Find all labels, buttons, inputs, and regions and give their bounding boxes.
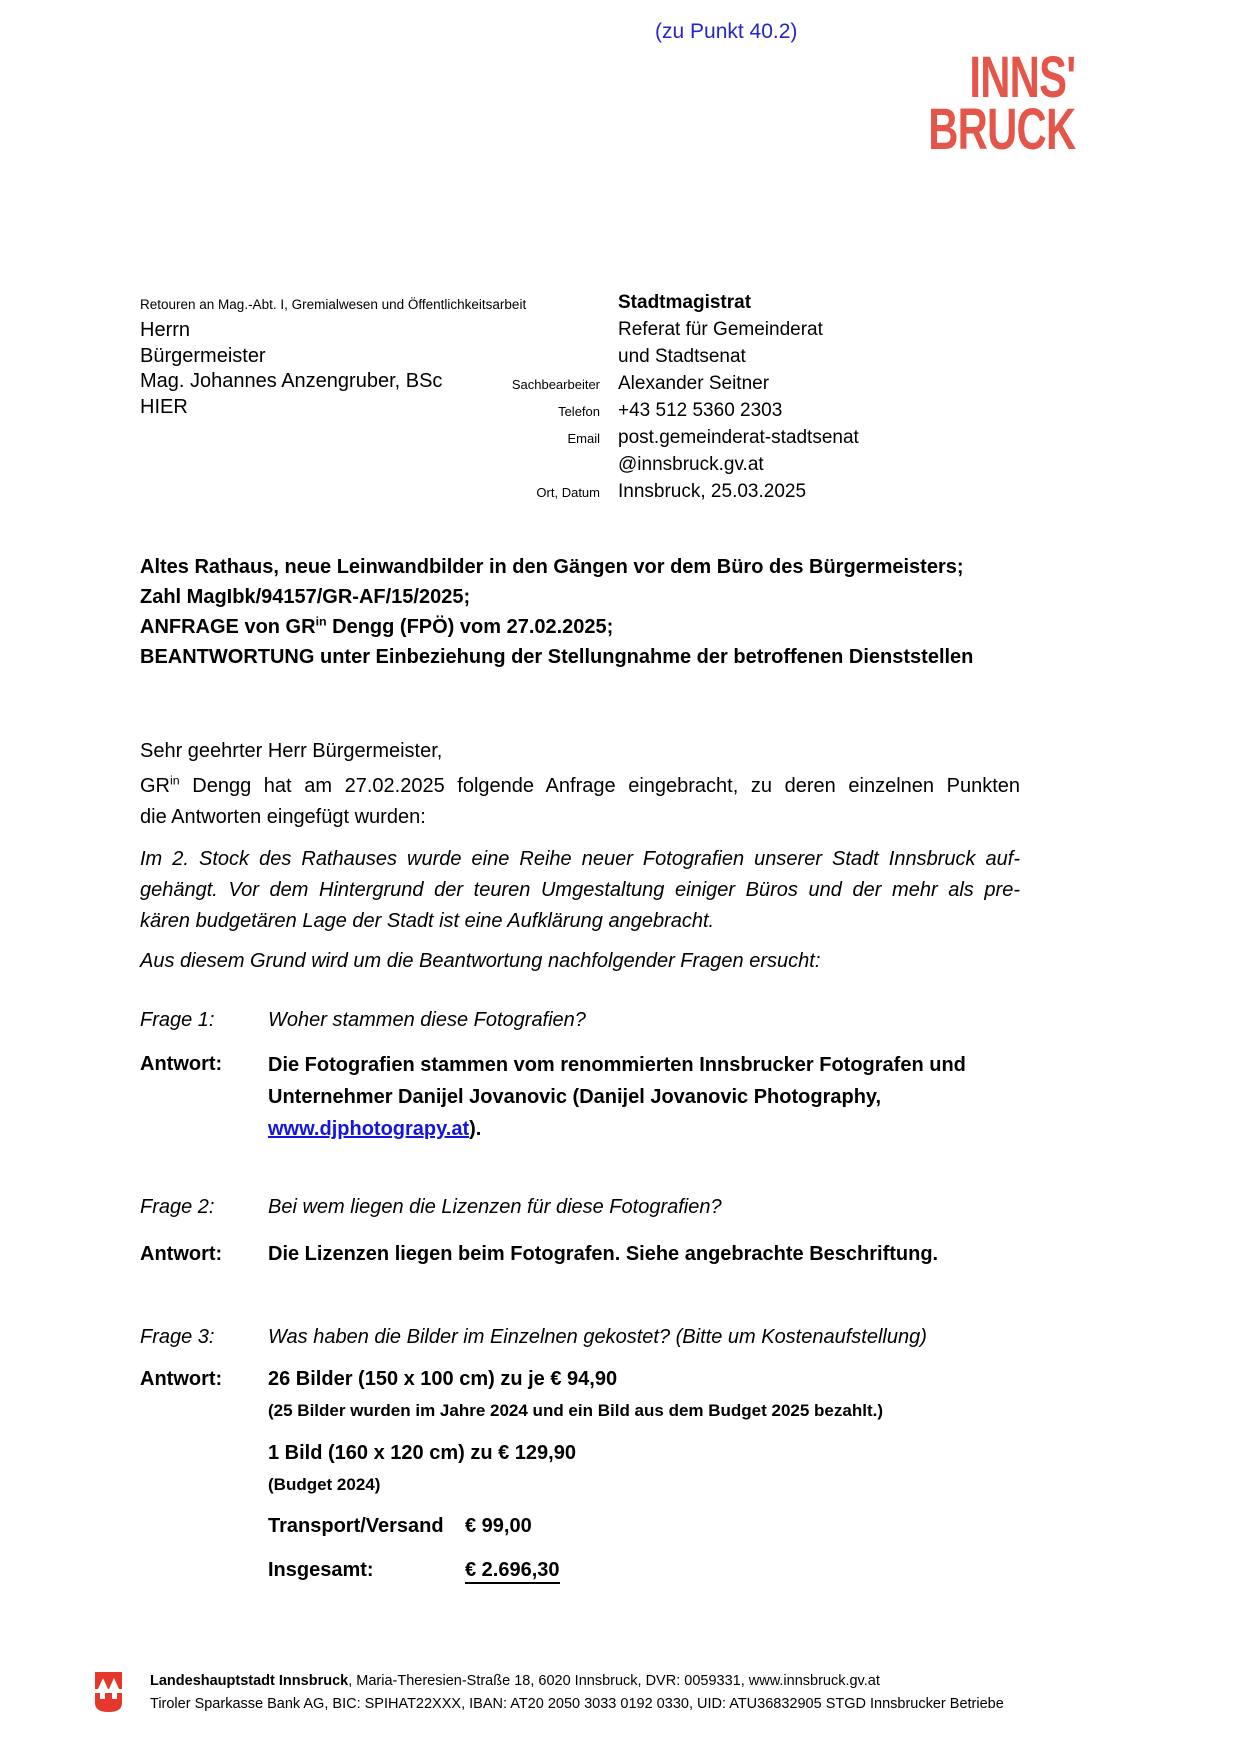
cost-item-2: 1 Bild (160 x 120 cm) zu € 129,90 — [268, 1442, 576, 1464]
salutation: Sehr geehrter Herr Bürgermeister, — [140, 740, 443, 762]
cost-shipping-label: Transport/Versand — [268, 1515, 444, 1537]
subject-line-4: BEANTWORTUNG unter Einbeziehung der Stellungnahme der betroffenen Dienststellen — [140, 646, 974, 668]
contact-value-email-part1: post.gemeinderat-stadtsenat — [618, 427, 859, 448]
contact-value-clerk: Alexander Seitner — [618, 373, 770, 394]
answer-3-costs — [268, 1364, 1025, 1586]
subject-block — [140, 552, 1050, 672]
answer-1-row — [140, 1049, 1025, 1145]
cost-total-label: Insgesamt: — [268, 1559, 374, 1581]
contact-org-name: Stadtmagistrat — [618, 292, 752, 313]
question-2-label: Frage 2: — [140, 1196, 215, 1218]
contact-label-email: Email — [567, 431, 600, 446]
cost-total-amount: € 2.696,30 — [465, 1555, 560, 1586]
quoted-inquiry-closing: Aus diesem Grund wird um die Beantwortung nachfolgender Fragen ersucht: — [140, 950, 821, 972]
answer-2-row — [140, 1239, 1025, 1270]
cost-shipping-row — [268, 1511, 1025, 1542]
contact-value-phone: +43 512 5360 2303 — [618, 400, 783, 421]
contact-value-date: Innsbruck, 25.03.2025 — [618, 481, 807, 502]
answer-1-text: Die Fotografien stammen vom renommierten Innsbrucker Fotografen und Unternehmer Danijel Jovanovic (Danijel Jovanovic Photography, www.djphotograpy.at). — [268, 1054, 966, 1140]
question-3-row — [140, 1322, 1025, 1353]
subject-line-1: Altes Rathaus, neue Leinwandbilder in den Gängen vor dem Büro des Bürgermeisters; — [140, 556, 964, 578]
contact-label-phone: Telefon — [558, 404, 600, 419]
cost-item-1: 26 Bilder (150 x 100 cm) zu je € 94,90 — [268, 1368, 618, 1390]
innsbruck-logo-line2: BRUCK — [927, 97, 1075, 162]
contact-label-date: Ort, Datum — [536, 485, 600, 500]
question-3-text: Was haben die Bilder im Einzelnen gekostet? (Bitte um Kostenaufstellung) — [268, 1326, 927, 1348]
contact-org-dept2: und Stadtsenat — [618, 346, 746, 367]
recipient-line-name: Mag. Johannes Anzengruber, BSc — [140, 370, 443, 392]
question-2-row — [140, 1192, 1025, 1223]
contact-label-clerk: Sachbearbeiter — [511, 377, 600, 392]
cost-shipping-amount: € 99,00 — [465, 1515, 532, 1537]
recipient-line-salutation: Herrn — [140, 319, 191, 341]
contact-value-email-part2: @innsbruck.gv.at — [618, 454, 764, 475]
answer-2-label: Antwort: — [140, 1243, 223, 1265]
recipient-line-title: Bürgermeister — [140, 344, 266, 367]
subject-line-2: Zahl MagIbk/94157/GR-AF/15/2025; — [140, 586, 471, 608]
question-1-label: Frage 1: — [140, 1009, 215, 1031]
agenda-point-note: (zu Punkt 40.2) — [655, 20, 798, 43]
footer-line-2: Tiroler Sparkasse Bank AG, BIC: SPIHAT22XXX, IBAN: AT20 2050 3033 0192 0330, UID: ATU36832905 STGD Innsbrucker Betriebe — [150, 1695, 1004, 1712]
cost-item-2-note: (Budget 2024) — [268, 1475, 381, 1494]
contact-org-dept1: Referat für Gemeinderat — [618, 319, 823, 340]
footer-line-1: Landeshauptstadt Innsbruck, Maria-Theresien-Straße 18, 6020 Innsbruck, DVR: 0059331, www.innsbruck.gv.at — [150, 1673, 880, 1689]
answer-1-label: Antwort: — [140, 1053, 223, 1075]
recipient-line-location: HIER — [140, 395, 188, 418]
footer-block — [150, 1670, 1004, 1715]
answer-3-row — [140, 1364, 1025, 1586]
answer-2-text: Die Lizenzen liegen beim Fotografen. Siehe angebrachte Beschriftung. — [268, 1243, 939, 1265]
recipient-block — [140, 318, 442, 420]
photographer-website-link[interactable]: www.djphotograpy.at — [268, 1118, 470, 1140]
innsbruck-crest-icon — [95, 1672, 122, 1712]
question-1-text: Woher stammen diese Fotografien? — [268, 1009, 586, 1031]
cost-total-row — [268, 1555, 1025, 1586]
question-2-text: Bei wem liegen die Lizenzen für diese Fotografien? — [268, 1196, 722, 1218]
innsbruck-logo-line1: INNS' — [968, 45, 1075, 110]
intro-paragraph: $GR^{in}$ Dengg hat am 27.02.2025 folgende Anfrage eingebracht, zu deren einzelnen Punkten die Antworten eingefügt wurden: — [140, 773, 1020, 828]
cost-item-1-note: (25 Bilder wurden im Jahre 2024 und ein Bild aus dem Budget 2025 bezahlt.) — [268, 1401, 883, 1420]
answer-3-label: Antwort: — [140, 1368, 223, 1390]
quoted-inquiry-paragraph: Im 2. Stock des Rathauses wurde eine Reihe neuer Fotografien unserer Stadt Innsbruck auf- gehängt. Vor dem Hintergrund der teuren Umgestaltung einiger Büros und der mehr als pre- kären budgetären Lage der Stadt ist eine Aufklärung angebracht. — [140, 848, 1020, 932]
contact-block — [450, 292, 1010, 508]
innsbruck-logo — [927, 45, 1075, 162]
question-1-row — [140, 1005, 1025, 1036]
subject-line-3: ANFRAGE von $GR^{in}$ Dengg (FPÖ) vom 27.02.2025; — [140, 614, 614, 638]
question-3-label: Frage 3: — [140, 1326, 215, 1348]
return-address-line: Retouren an Mag.-Abt. I, Gremialwesen und Öffentlichkeitsarbeit — [140, 297, 527, 312]
